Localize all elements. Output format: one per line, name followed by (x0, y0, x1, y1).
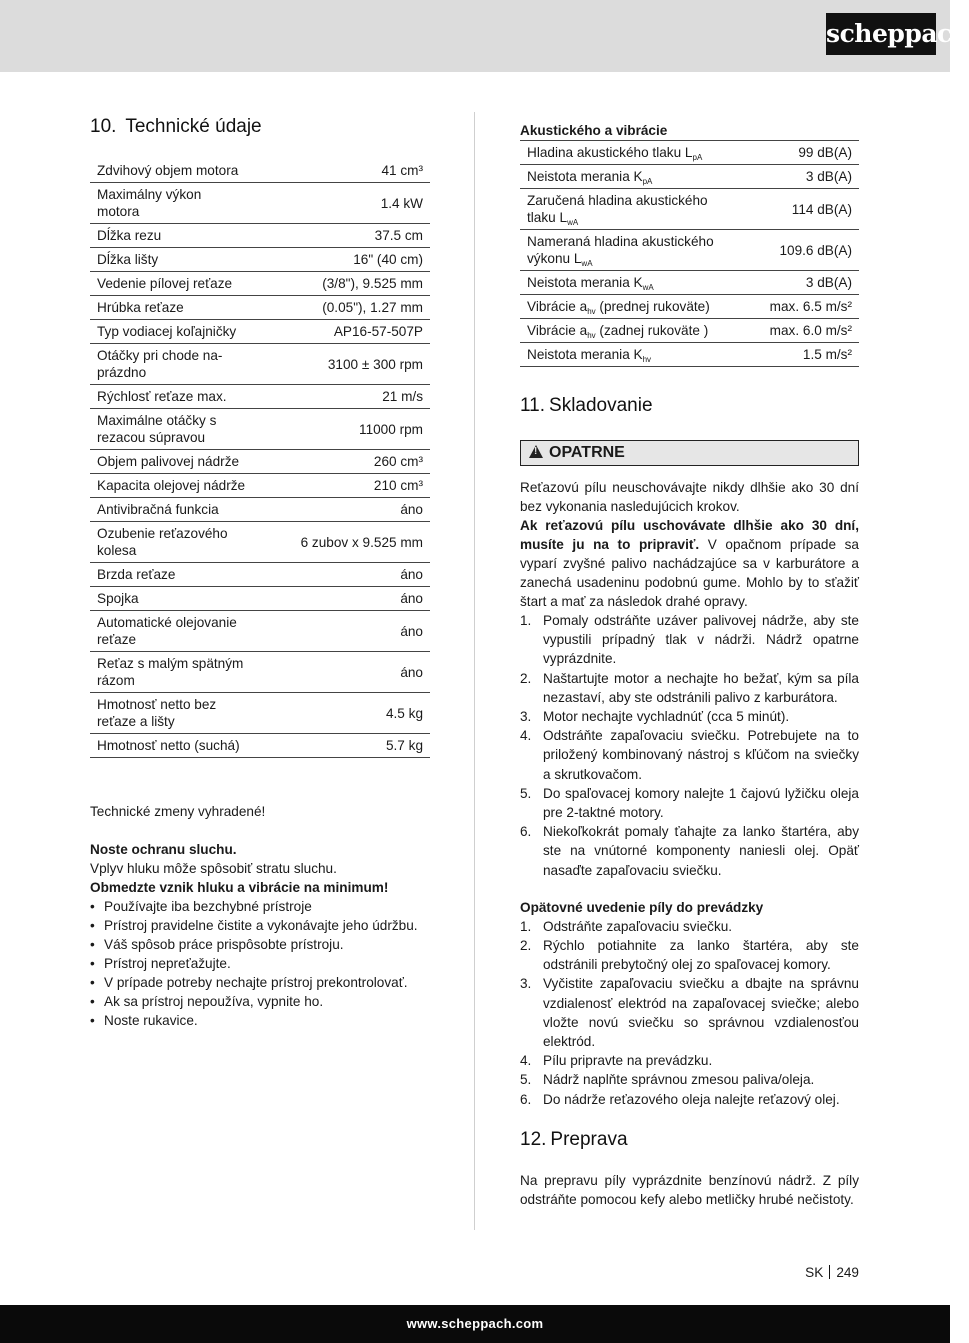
acoustic-value: 114 dB(A) (734, 189, 859, 230)
acoustic-value: 3 dB(A) (734, 165, 859, 189)
spec-row (90, 652, 430, 693)
spec-label: Dĺžka rezu (90, 224, 254, 248)
step-item (520, 611, 859, 669)
spec-value: (3/8"), 9.525 mm (254, 272, 430, 296)
step-number: 6. (520, 1091, 532, 1107)
step-item (520, 669, 859, 707)
caution-label: OPATRNE (549, 444, 625, 461)
spec-row (90, 344, 430, 385)
acoustic-row (520, 230, 859, 271)
acoustic-label-text: Hladina akustického tlaku L (527, 145, 693, 160)
acoustic-label (520, 295, 734, 319)
minimize-title: Obmedzte vznik hluku a vibrácie na minimum! (90, 880, 389, 895)
spec-value: 41 cm³ (254, 159, 430, 183)
step-item (520, 1070, 859, 1089)
spec-label: Typ vodiacej koľajničky (90, 320, 254, 344)
acoustic-subscript: wA (567, 218, 579, 227)
transport-text: Na prepravu píly vyprázdnite benzínovú nádrž. Z píly odstráňte pomocou kefy alebo metličky hrubé nečistoty. (520, 1172, 859, 1207)
header-bar (0, 0, 969, 72)
spec-label: Brzda reťaze (90, 563, 254, 587)
acoustic-label-text: Neistota merania K (527, 275, 643, 290)
bullet-item: • Ak sa prístroj nepoužíva, vypnite ho. (90, 992, 430, 1011)
section-number: 10. (90, 116, 117, 137)
bullet-item: • Používajte iba bezchybné prístroje (90, 897, 430, 916)
storage-steps (520, 611, 859, 880)
bullet-item: • Prístroj nepreťažujte. (90, 954, 430, 973)
spec-value: 260 cm³ (254, 450, 430, 474)
bullet-item: • Váš spôsob práce prispôsobte prístroju. (90, 935, 430, 954)
spec-label: Hmotnosť netto bez reťaze a lišty (90, 693, 254, 734)
caution-box (520, 440, 859, 466)
spec-value: 11000 rpm (254, 409, 430, 450)
step-number: 3. (520, 976, 532, 992)
section-title: Preprava (550, 1128, 628, 1150)
spec-value: 21 m/s (254, 385, 430, 409)
spec-value: 5.7 kg (254, 734, 430, 758)
spec-label: Automatické olejovanie reťaze (90, 611, 254, 652)
safety-bullets (90, 897, 430, 1030)
acoustic-label (520, 141, 734, 165)
acoustic-row (520, 189, 859, 230)
section-11-heading (520, 392, 859, 420)
acoustic-value: max. 6.0 m/s² (734, 319, 859, 343)
acoustic-title: Akustického a vibrácie (520, 123, 668, 138)
step-text: Odstráňte zapaľovaciu sviečku. (543, 918, 733, 934)
storage-warning (520, 516, 859, 611)
spec-row (90, 734, 430, 758)
warning-icon (529, 445, 543, 458)
spec-table (90, 159, 430, 758)
acoustic-row (520, 295, 859, 319)
spec-row (90, 320, 430, 344)
spec-label: Zdvihový objem motora (90, 159, 254, 183)
acoustic-label-text: Neistota merania K (527, 169, 643, 184)
spec-value: (0.05"), 1.27 mm (254, 296, 430, 320)
acoustic-value: 1.5 m/s² (734, 343, 859, 367)
column-divider (474, 112, 475, 1230)
spec-row (90, 159, 430, 183)
spec-row (90, 183, 430, 224)
spec-value: áno (254, 611, 430, 652)
section-10-heading (90, 113, 430, 141)
page-num: 249 (836, 1265, 859, 1280)
left-column (90, 113, 430, 1030)
acoustic-subscript: hv (587, 307, 596, 316)
spec-label: Reťaz s malým spätným rázom (90, 652, 254, 693)
acoustic-label (520, 230, 734, 271)
acoustic-row (520, 271, 859, 295)
section-title: Technické údaje (125, 116, 262, 137)
spec-label: Maximálny výkon motora (90, 183, 254, 224)
spec-label: Maximálne otáčky s rezacou súpravou (90, 409, 254, 450)
step-text: Nádrž naplňte správnou zmesou paliva/oleja. (543, 1072, 815, 1088)
acoustic-label (520, 319, 734, 343)
acoustic-value: 99 dB(A) (734, 141, 859, 165)
spec-row (90, 474, 430, 498)
step-item (520, 936, 859, 974)
step-text: Naštartujte motor a nechajte ho bežať, kým sa píla nezastaví, aby ste odstránili palivo z karburátora. (543, 670, 859, 705)
acoustic-label-tail: (zadnej rukoväte ) (595, 323, 709, 338)
acoustic-label-text: Vibrácie a (527, 323, 588, 338)
page-number (805, 1265, 859, 1280)
spec-value: áno (254, 498, 430, 522)
spec-row (90, 611, 430, 652)
step-item (520, 1051, 859, 1070)
spec-row (90, 498, 430, 522)
step-text: Do nádrže reťazového oleja nalejte reťazový olej. (543, 1091, 840, 1107)
step-number: 3. (520, 709, 532, 725)
acoustic-row (520, 343, 859, 367)
step-number: 4. (520, 1053, 532, 1069)
acoustic-subscript: hv (587, 331, 596, 340)
spec-label: Vedenie pílovej reťaze (90, 272, 254, 296)
spec-value: AP16-57-507P (254, 320, 430, 344)
acoustic-value: max. 6.5 m/s² (734, 295, 859, 319)
acoustic-row (520, 165, 859, 189)
spec-value: 6 zubov x 9.525 mm (254, 522, 430, 563)
acoustic-label-text: Zaručená hladina akustického tlaku L (527, 193, 708, 225)
step-item (520, 822, 859, 880)
spec-row (90, 563, 430, 587)
step-number: 1. (520, 613, 532, 628)
acoustic-label (520, 165, 734, 189)
hearing-text: Vplyv hluku môže spôsobiť stratu sluchu. (90, 861, 337, 876)
step-item (520, 726, 859, 784)
bullet-item: • Prístroj pravidelne čistite a vykonávajte jeho údržbu. (90, 916, 430, 935)
spec-row (90, 248, 430, 272)
spec-label: Antivibračná funkcia (90, 498, 254, 522)
step-item (520, 1090, 859, 1109)
spec-label: Ozubenie reťazového kolesa (90, 522, 254, 563)
section-number: 11. (520, 395, 546, 416)
spec-value: áno (254, 587, 430, 611)
acoustic-label (520, 189, 734, 230)
restart-steps (520, 917, 859, 1109)
step-number: 6. (520, 824, 532, 840)
acoustic-row (520, 319, 859, 343)
acoustic-subscript: pA (642, 177, 653, 186)
spec-label: Hmotnosť netto (suchá) (90, 734, 254, 758)
acoustic-label-text: Vibrácie a (527, 299, 588, 314)
step-number: 2. (520, 670, 532, 686)
restart-title: Opätovné uvedenie píly do prevádzky (520, 899, 764, 915)
step-text: Vyčistite zapaľovaciu sviečku a dbajte na správnu vzdialenosť elektród na zapaľovacej sviečke; alebo vložte novú sviečku so správnou vzdialenosťou elektród. (543, 976, 859, 1050)
step-text: Niekoľkokrát pomaly ťahajte za lanko štartéra, aby ste na vnútorné komponenty naniesli olej. Opäť nasaďte zapaľovaciu sviečku. (543, 824, 859, 878)
spec-row (90, 385, 430, 409)
section-number: 12. (520, 1128, 547, 1150)
spec-label: Kapacita olejovej nádrže (90, 474, 254, 498)
spec-value: 1.4 kW (254, 183, 430, 224)
acoustic-subscript: hv (642, 355, 652, 364)
section-title: Skladovanie (549, 395, 653, 416)
changes-note: Technické zmeny vyhradené! (90, 804, 266, 819)
spec-label: Spojka (90, 587, 254, 611)
spec-row (90, 296, 430, 320)
acoustic-label (520, 271, 734, 295)
spec-value: 37.5 cm (254, 224, 430, 248)
page-lang: SK (805, 1265, 824, 1280)
right-column (520, 113, 859, 1209)
spec-row (90, 450, 430, 474)
spec-row (90, 272, 430, 296)
step-item (520, 974, 859, 1051)
acoustic-label (520, 343, 734, 367)
acoustic-row (520, 141, 859, 165)
spec-row (90, 522, 430, 563)
acoustic-subscript: wA (581, 259, 593, 268)
step-text: Pílu pripravte na prevádzku. (543, 1053, 713, 1069)
acoustic-label-text: Neistota merania K (527, 347, 643, 362)
footer-url[interactable]: www.scheppach.com (406, 1316, 544, 1331)
spec-label: Rýchlosť reťaze max. (90, 385, 254, 409)
spec-row (90, 587, 430, 611)
brand-logo: scheppach (826, 13, 936, 55)
spec-label: Hrúbka reťaze (90, 296, 254, 320)
step-number: 1. (520, 918, 532, 934)
acoustic-value: 109.6 dB(A) (734, 230, 859, 271)
spec-row (90, 409, 430, 450)
section-12-heading (520, 1126, 859, 1154)
footer-bar (0, 1305, 950, 1343)
hearing-title: Noste ochranu sluchu. (90, 842, 237, 857)
acoustic-subscript: wA (642, 283, 654, 292)
step-item (520, 784, 859, 822)
storage-intro: Reťazovú pílu neuschovávajte nikdy dlhšie ako 30 dní bez vykonania nasledujúcich krokov. (520, 480, 859, 514)
spec-value: 210 cm³ (254, 474, 430, 498)
step-text: Do spaľovacej komory nalejte 1 čajovú lyžičku oleja pre 2-taktné motory. (543, 785, 859, 821)
step-number: 2. (520, 938, 532, 954)
spec-row (90, 224, 430, 248)
spec-value: áno (254, 652, 430, 693)
spec-label: Objem palivovej nádrže (90, 450, 254, 474)
storage-warning-bold: Ak reťazovú pílu uschovávate dlhšie ako 30 dní, musíte ju na to pripraviť. (520, 518, 859, 552)
spec-label: Dĺžka lišty (90, 248, 254, 272)
spec-value: 4.5 kg (254, 693, 430, 734)
step-number: 4. (520, 728, 532, 744)
spec-value: 16" (40 cm) (254, 248, 430, 272)
step-number: 5. (520, 785, 532, 801)
step-item (520, 917, 859, 936)
step-text: Motor nechajte vychladnúť (cca 5 minút). (543, 709, 790, 725)
acoustic-label-tail: (prednej rukoväte) (595, 299, 710, 314)
spec-label: Otáčky pri chode na-prázdno (90, 344, 254, 385)
step-item (520, 707, 859, 726)
spec-value: 3100 ± 300 rpm (254, 344, 430, 385)
acoustic-table (520, 140, 859, 367)
storage-warning-rest: V opačnom prípade sa vyparí zvyšné palivo nachádzajúce sa v karburátore a zanechá usadeninu podobnú gume. Mohlo by to sťažiť štart a mať za následok drahé opravy. (520, 537, 859, 609)
acoustic-subscript: pA (692, 153, 703, 162)
acoustic-value: 3 dB(A) (734, 271, 859, 295)
bullet-item: • V prípade potreby nechajte prístroj prekontrolovať. (90, 973, 430, 992)
step-text: Odstráňte zapaľovaciu sviečku. Potrebujete na to priložený kombinovaný nástroj s kľúčom na sviečky a skrutkovačom. (543, 728, 859, 782)
step-text: Pomaly odstráňte uzáver palivovej nádrže, aby ste vypustili prípadný tlak v nádrži. Nádrž opatrne vyprázdnite. (543, 613, 859, 667)
acoustic-label-text: Nameraná hladina akustického výkonu L (527, 234, 714, 266)
step-text: Rýchlo potiahnite za lanko štartéra, aby ste odstránili prebytočný olej zo spaľovacej komory. (543, 938, 859, 973)
spec-value: áno (254, 563, 430, 587)
bullet-item: • Noste rukavice. (90, 1011, 430, 1030)
spec-row (90, 693, 430, 734)
step-number: 5. (520, 1072, 532, 1088)
